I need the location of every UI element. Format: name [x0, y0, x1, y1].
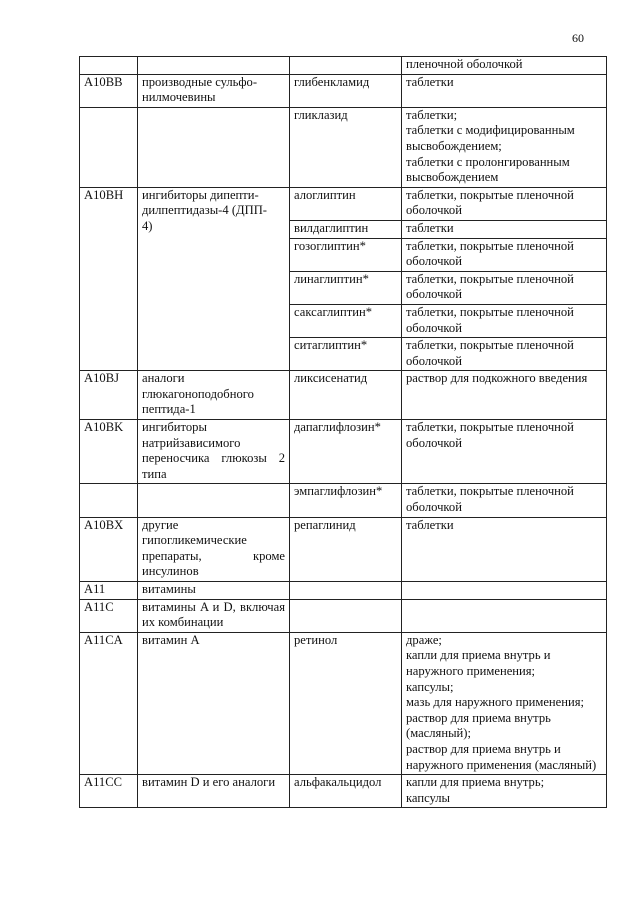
pharm-group	[138, 107, 290, 187]
drug-name: алоглиптин	[290, 187, 402, 220]
table-row	[80, 420, 607, 484]
atc-code	[80, 57, 138, 75]
table-row	[80, 74, 607, 107]
pharm-group: витамины A и D, включая их комбинации	[138, 599, 290, 632]
drug-name: линаглиптин*	[290, 271, 402, 304]
atc-code: A10BH	[80, 187, 138, 371]
drug-name: дапаглифлозин*	[290, 420, 402, 484]
table-row	[80, 57, 607, 75]
drug-name: ликсисенатид	[290, 371, 402, 420]
drug-name: ситаглиптин*	[290, 338, 402, 371]
drug-name	[290, 57, 402, 75]
drug-name: альфакальцидол	[290, 775, 402, 808]
pharm-group: ингибиторы натрийзависимого переносчика глюкозы 2 типа	[138, 420, 290, 484]
page-number: 60	[572, 31, 584, 45]
table-row	[80, 632, 607, 774]
pharm-group: другие гипогликемические препараты, кроме инсулинов	[138, 517, 290, 581]
table-row	[80, 517, 607, 581]
atc-code: A11	[80, 582, 138, 600]
pharm-group: производные сульфо- нилмочевины	[138, 74, 290, 107]
dosage-form: таблетки; таблетки с модифицированным высвобождением; таблетки с пролонгированным высвобождением	[402, 107, 607, 187]
dosage-form: таблетки	[402, 220, 607, 238]
table-row	[80, 371, 607, 420]
drug-name: саксаглиптин*	[290, 304, 402, 337]
atc-code	[80, 107, 138, 187]
dosage-form	[402, 582, 607, 600]
atc-code: A10BJ	[80, 371, 138, 420]
drug-name: вилдаглиптин	[290, 220, 402, 238]
drug-name: гликлазид	[290, 107, 402, 187]
atc-code: A10BX	[80, 517, 138, 581]
pharm-group	[138, 57, 290, 75]
dosage-form: таблетки, покрытые пленочной оболочкой	[402, 420, 607, 484]
dosage-form: таблетки, покрытые пленочной оболочкой	[402, 187, 607, 220]
drug-table	[79, 56, 607, 808]
table-row	[80, 107, 607, 187]
drug-name: эмпаглифлозин*	[290, 484, 402, 517]
pharm-group: витамин D и его аналоги	[138, 775, 290, 808]
dosage-form	[402, 599, 607, 632]
drug-name: глибенкламид	[290, 74, 402, 107]
dosage-form: таблетки, покрытые пленочной оболочкой	[402, 304, 607, 337]
pharm-group: витамин A	[138, 632, 290, 774]
dosage-form: таблетки, покрытые пленочной оболочкой	[402, 238, 607, 271]
dosage-form: таблетки	[402, 517, 607, 581]
drug-name	[290, 582, 402, 600]
atc-code: A11CA	[80, 632, 138, 774]
drug-name	[290, 599, 402, 632]
atc-code: A10BK	[80, 420, 138, 484]
table-row	[80, 187, 607, 220]
table-row	[80, 775, 607, 808]
atc-code	[80, 484, 138, 517]
pharm-group: ингибиторы дипепти- дилпептидазы-4 (ДПП- 4)	[138, 187, 290, 371]
table-row	[80, 484, 607, 517]
atc-code: A11CC	[80, 775, 138, 808]
table-row	[80, 582, 607, 600]
drug-name: гозоглиптин*	[290, 238, 402, 271]
pharm-group	[138, 484, 290, 517]
dosage-form: драже; капли для приема внутрь и наружного применения; капсулы; мазь для наружного применения; раствор для приема внутрь (масляный); раствор для приема внутрь и наружного применения (масляный)	[402, 632, 607, 774]
atc-code: A10BB	[80, 74, 138, 107]
drug-name: ретинол	[290, 632, 402, 774]
dosage-form: таблетки, покрытые пленочной оболочкой	[402, 338, 607, 371]
dosage-form: таблетки, покрытые пленочной оболочкой	[402, 271, 607, 304]
dosage-form: таблетки	[402, 74, 607, 107]
table-row	[80, 599, 607, 632]
atc-code: A11C	[80, 599, 138, 632]
dosage-form: капли для приема внутрь; капсулы	[402, 775, 607, 808]
pharm-group: аналоги глюкагоноподобного пептида-1	[138, 371, 290, 420]
dosage-form: пленочной оболочкой	[402, 57, 607, 75]
drug-name: репаглинид	[290, 517, 402, 581]
dosage-form: раствор для подкожного введения	[402, 371, 607, 420]
pharm-group: витамины	[138, 582, 290, 600]
dosage-form: таблетки, покрытые пленочной оболочкой	[402, 484, 607, 517]
